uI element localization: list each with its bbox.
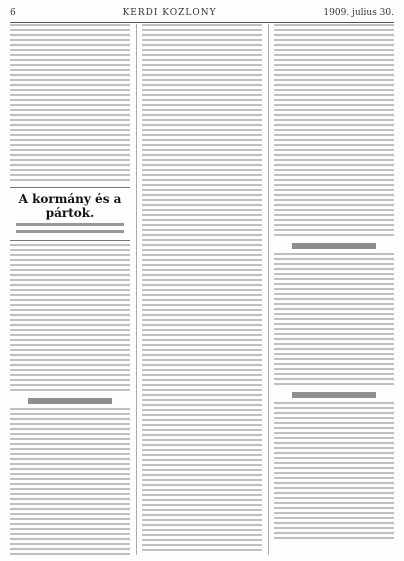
- masthead: KERDI KOZLONY: [122, 8, 217, 18]
- text-block-illegible: [274, 24, 394, 239]
- column-2: [136, 24, 262, 555]
- article-headline: A kormány és a pártok.: [18, 192, 122, 220]
- column-1: [10, 24, 130, 555]
- text-block-illegible: [274, 402, 394, 542]
- text-block-illegible: [10, 24, 130, 184]
- page-header: [10, 6, 394, 23]
- column-3: [268, 24, 394, 555]
- divider: [10, 187, 130, 188]
- text-block-illegible: [10, 244, 130, 394]
- section-heading-illegible: [292, 243, 376, 249]
- section-heading-illegible: [28, 398, 112, 404]
- text-block-illegible: [142, 24, 262, 554]
- section-heading-illegible: [292, 392, 376, 398]
- page-number: 6: [10, 8, 16, 18]
- issue-date: 1909. julius 30.: [323, 8, 394, 18]
- text-block-illegible: [10, 408, 130, 555]
- subheadline-illegible: [16, 223, 124, 237]
- text-block-illegible: [274, 253, 394, 388]
- divider: [10, 240, 130, 241]
- text-columns: [10, 24, 394, 555]
